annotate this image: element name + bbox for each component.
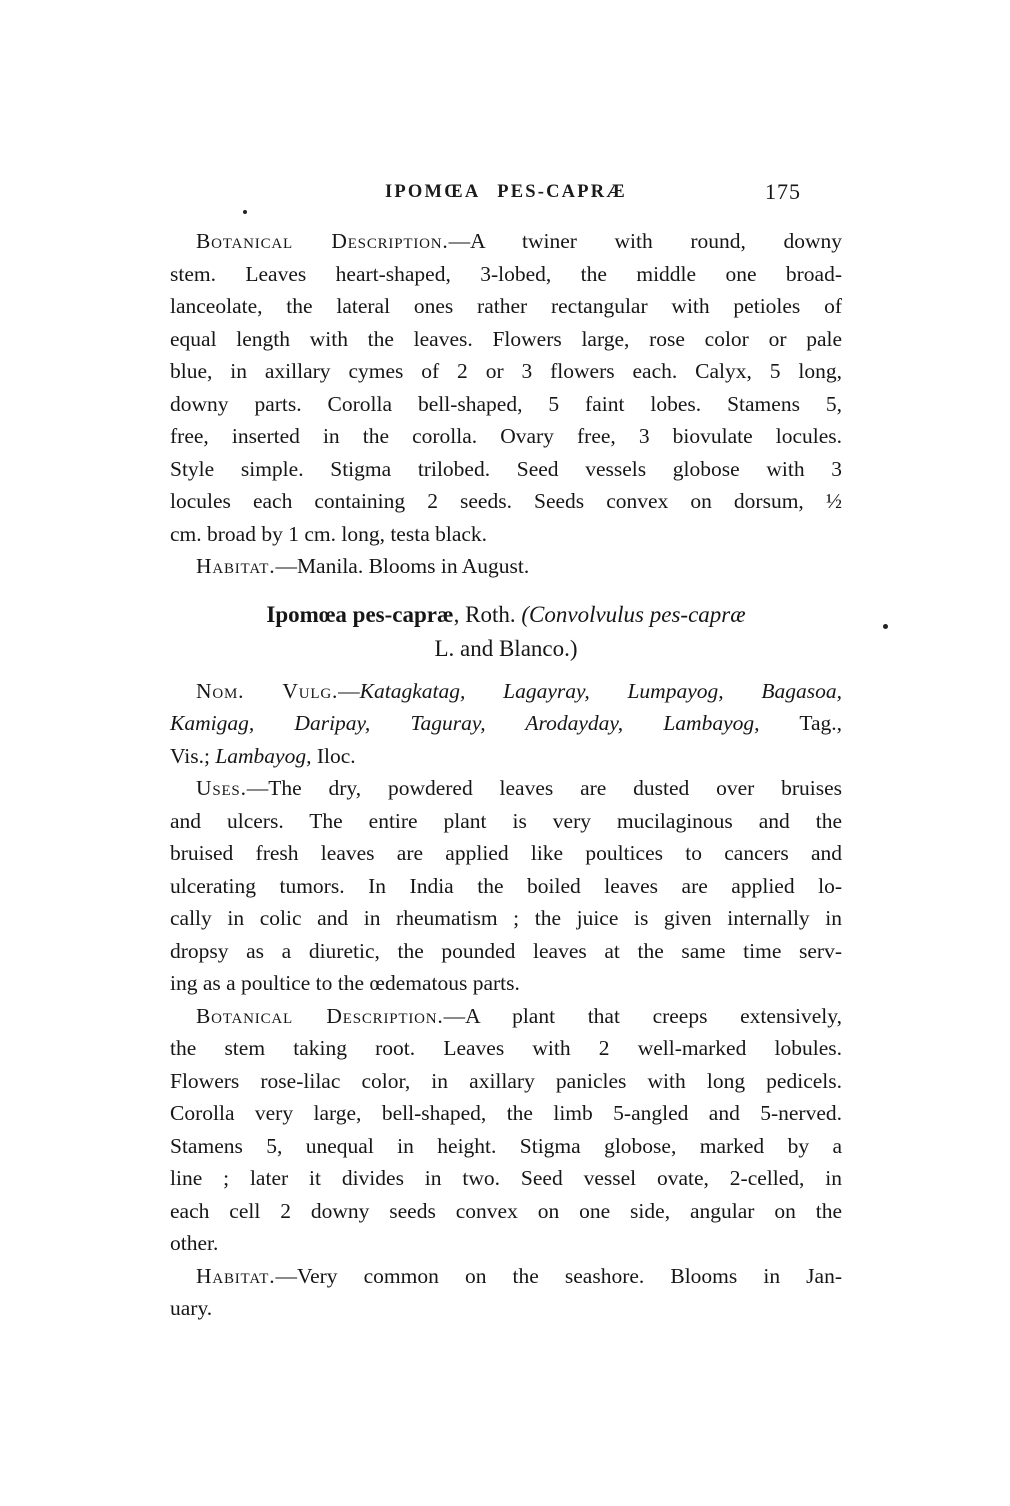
paragraph-botanical-description-2 (170, 1000, 842, 1260)
text-line: Kamigag, Daripay, Taguray, Arodayday, Lambayog, Tag., (170, 711, 842, 735)
text-line: equal length with the leaves. Flowers large, rose color or pale (170, 326, 842, 351)
text-line: Stamens 5, unequal in height. Stigma globose, marked by a (170, 1133, 842, 1158)
page-number: 175 (765, 179, 801, 204)
text-line: Style simple. Stigma trilobed. Seed vessels globose with 3 (170, 456, 842, 481)
paragraph-uses (170, 772, 842, 1000)
text-line: free, inserted in the corolla. Ovary free, 3 biovulate locules. (170, 424, 842, 448)
text-line: and ulcers. The entire plant is very mucilaginous and the (170, 808, 842, 833)
text-line: ing as a poultice to the œdematous parts. (170, 971, 520, 995)
text-line: other. (170, 1231, 219, 1255)
text-line: L. and Blanco.) (434, 635, 578, 661)
paragraph-botanical-description-1 (170, 225, 842, 550)
paragraph-nom-vulg (170, 675, 842, 773)
running-title: IPOMŒA PES-CAPRÆ (385, 182, 627, 202)
text-line: the stem taking root. Leaves with 2 well-marked lobules. (170, 1036, 842, 1060)
text-line: Vis.; Lambayog, Iloc. (170, 743, 356, 768)
text-line: Uses.—The dry, powdered leaves are dusted over bruises (196, 776, 842, 800)
ink-speck (243, 210, 247, 214)
paragraph-habitat-manila (170, 550, 842, 583)
text-column (170, 225, 842, 1325)
text-line: Botanical Description.—A plant that creeps extensively, (196, 1003, 842, 1028)
text-line: line ; later it divides in two. Seed vessel ovate, 2-celled, in (170, 1166, 842, 1190)
text-line: Flowers rose-lilac color, in axillary panicles with long pedicels. (170, 1068, 842, 1093)
text-line: bruised fresh leaves are applied like poultices to cancers and (170, 841, 842, 865)
running-header (170, 179, 842, 212)
text-line: Habitat.—Very common on the seashore. Blooms in Jan- (196, 1263, 842, 1288)
text-line: dropsy as a diuretic, the pounded leaves at the same time serv- (170, 938, 842, 963)
text-line: downy parts. Corolla bell-shaped, 5 faint lobes. Stamens 5, (170, 391, 842, 416)
text-line: Nom. Vulg.—Katagkatag, Lagayray, Lumpayog, Bagasoa, (196, 678, 842, 703)
text-line: stem. Leaves heart-shaped, 3-lobed, the middle one broad- (170, 261, 842, 286)
text-line: locules each containing 2 seeds. Seeds convex on dorsum, ½ (170, 489, 842, 513)
ink-speck (883, 624, 888, 629)
text-line: ulcerating tumors. In India the boiled leaves are applied lo- (170, 873, 842, 898)
text-line: Botanical Description.—A twiner with round, downy (196, 229, 842, 253)
species-heading (170, 598, 842, 666)
text-line: uary. (170, 1296, 213, 1320)
text-line: each cell 2 downy seeds convex on one side, angular on the (170, 1198, 842, 1223)
text-line: Habitat.—Manila. Blooms in August. (196, 554, 530, 578)
paragraph-habitat-seashore (170, 1260, 842, 1325)
text-line: cm. broad by 1 cm. long, testa black. (170, 521, 488, 546)
text-line: Corolla very large, bell-shaped, the limb 5-angled and 5-nerved. (170, 1101, 842, 1125)
text-line: blue, in axillary cymes of 2 or 3 flowers each. Calyx, 5 long, (170, 359, 842, 383)
text-line: cally in colic and in rheumatism ; the juice is given internally in (170, 906, 842, 930)
text-line: Ipomœa pes-capræ, Roth. (Convolvulus pes-capræ (266, 601, 746, 627)
text-line: lanceolate, the lateral ones rather rectangular with petioles of (170, 294, 842, 318)
